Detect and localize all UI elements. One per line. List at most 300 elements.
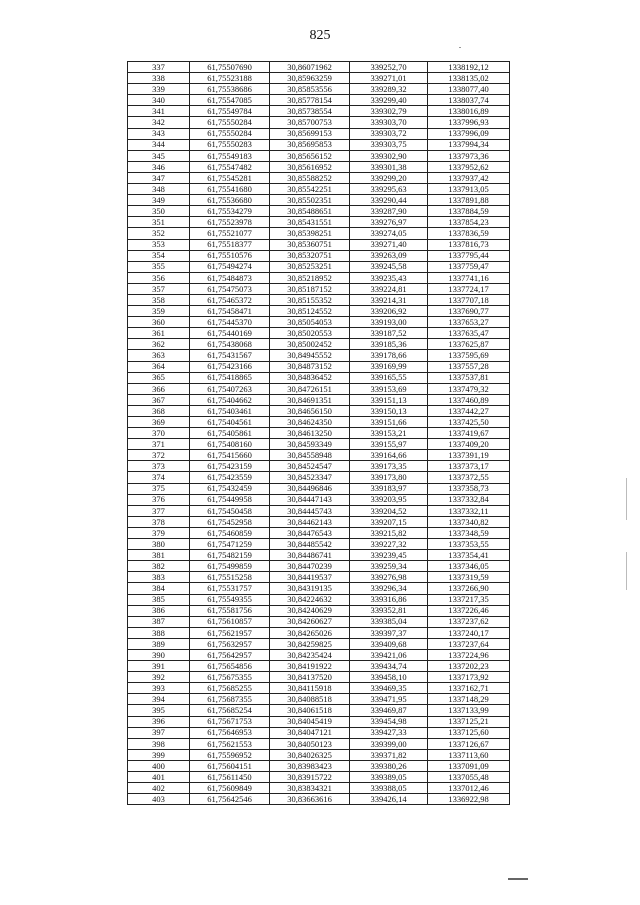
table-row (128, 84, 510, 95)
y-coordinate-cell: 1337126,67 (428, 738, 510, 749)
table-row (128, 649, 510, 660)
y-coordinate-cell: 1337891,88 (428, 195, 510, 206)
longitude-cell: 30,84558948 (270, 450, 350, 461)
longitude-cell: 30,84260627 (270, 616, 350, 627)
x-coordinate-cell: 339469,35 (350, 683, 428, 694)
point-number-cell: 384 (128, 583, 190, 594)
y-coordinate-cell: 1337173,92 (428, 672, 510, 683)
table-row (128, 206, 510, 217)
latitude-cell: 61,75507690 (190, 62, 270, 73)
x-coordinate-cell: 339454,98 (350, 716, 428, 727)
point-number-cell: 394 (128, 694, 190, 705)
latitude-cell: 61,75510576 (190, 250, 270, 261)
point-number-cell: 382 (128, 561, 190, 572)
x-coordinate-cell: 339245,58 (350, 261, 428, 272)
y-coordinate-cell: 1337994,34 (428, 139, 510, 150)
y-coordinate-cell: 1337125,60 (428, 727, 510, 738)
x-coordinate-cell: 339289,32 (350, 84, 428, 95)
table-row (128, 539, 510, 550)
y-coordinate-cell: 1337625,87 (428, 339, 510, 350)
point-number-cell: 378 (128, 516, 190, 527)
point-number-cell: 341 (128, 106, 190, 117)
latitude-cell: 61,75642957 (190, 649, 270, 660)
y-coordinate-cell: 1337012,46 (428, 783, 510, 794)
latitude-cell: 61,75450458 (190, 505, 270, 516)
y-coordinate-cell: 1337557,28 (428, 361, 510, 372)
latitude-cell: 61,75545281 (190, 172, 270, 183)
y-coordinate-cell: 1338016,89 (428, 106, 510, 117)
table-row (128, 638, 510, 649)
y-coordinate-cell: 1337854,23 (428, 217, 510, 228)
table-row (128, 705, 510, 716)
x-coordinate-cell: 339299,40 (350, 95, 428, 106)
point-number-cell: 400 (128, 760, 190, 771)
y-coordinate-cell: 1337358,73 (428, 483, 510, 494)
longitude-cell: 30,84476543 (270, 527, 350, 538)
table-row (128, 350, 510, 361)
point-number-cell: 348 (128, 184, 190, 195)
point-number-cell: 346 (128, 161, 190, 172)
point-number-cell: 381 (128, 550, 190, 561)
latitude-cell: 61,75549183 (190, 150, 270, 161)
x-coordinate-cell: 339352,81 (350, 605, 428, 616)
table-row (128, 317, 510, 328)
point-number-cell: 375 (128, 483, 190, 494)
point-number-cell: 358 (128, 294, 190, 305)
y-coordinate-cell: 1337319,59 (428, 572, 510, 583)
latitude-cell: 61,75431567 (190, 350, 270, 361)
latitude-cell: 61,75671753 (190, 716, 270, 727)
x-coordinate-cell: 339295,63 (350, 184, 428, 195)
table-row (128, 128, 510, 139)
latitude-cell: 61,75523978 (190, 217, 270, 228)
x-coordinate-cell: 339173,35 (350, 461, 428, 472)
y-coordinate-cell: 1337055,48 (428, 772, 510, 783)
latitude-cell: 61,75423166 (190, 361, 270, 372)
point-number-cell: 354 (128, 250, 190, 261)
point-number-cell: 376 (128, 494, 190, 505)
table-row (128, 250, 510, 261)
y-coordinate-cell: 1337113,60 (428, 749, 510, 760)
latitude-cell: 61,75471259 (190, 539, 270, 550)
y-coordinate-cell: 1337595,69 (428, 350, 510, 361)
point-number-cell: 393 (128, 683, 190, 694)
y-coordinate-cell: 1337148,29 (428, 694, 510, 705)
table-row (128, 95, 510, 106)
latitude-cell: 61,75518377 (190, 239, 270, 250)
point-number-cell: 374 (128, 472, 190, 483)
latitude-cell: 61,75610857 (190, 616, 270, 627)
longitude-cell: 30,85502351 (270, 195, 350, 206)
y-coordinate-cell: 1338037,74 (428, 95, 510, 106)
latitude-cell: 61,75642546 (190, 794, 270, 805)
longitude-cell: 30,84191922 (270, 661, 350, 672)
latitude-cell: 61,75550284 (190, 117, 270, 128)
latitude-cell: 61,75418865 (190, 372, 270, 383)
point-number-cell: 377 (128, 505, 190, 516)
longitude-cell: 30,84485542 (270, 539, 350, 550)
point-number-cell: 402 (128, 783, 190, 794)
table-row (128, 294, 510, 305)
longitude-cell: 30,84050123 (270, 738, 350, 749)
latitude-cell: 61,75531757 (190, 583, 270, 594)
x-coordinate-cell: 339397,37 (350, 627, 428, 638)
longitude-cell: 30,84026325 (270, 749, 350, 760)
table-row (128, 583, 510, 594)
y-coordinate-cell: 1337973,36 (428, 150, 510, 161)
longitude-cell: 30,84486741 (270, 550, 350, 561)
point-number-cell: 372 (128, 450, 190, 461)
x-coordinate-cell: 339173,80 (350, 472, 428, 483)
longitude-cell: 30,85700753 (270, 117, 350, 128)
point-number-cell: 403 (128, 794, 190, 805)
point-number-cell: 371 (128, 439, 190, 450)
latitude-cell: 61,75405861 (190, 428, 270, 439)
table-row (128, 783, 510, 794)
scan-margin-mark (626, 478, 627, 520)
y-coordinate-cell: 1337724,17 (428, 283, 510, 294)
x-coordinate-cell: 339155,97 (350, 439, 428, 450)
y-coordinate-cell: 1337237,64 (428, 638, 510, 649)
x-coordinate-cell: 339178,66 (350, 350, 428, 361)
latitude-cell: 61,75581756 (190, 605, 270, 616)
latitude-cell: 61,75687355 (190, 694, 270, 705)
point-number-cell: 360 (128, 317, 190, 328)
point-number-cell: 369 (128, 417, 190, 428)
x-coordinate-cell: 339299,20 (350, 172, 428, 183)
longitude-cell: 30,85124552 (270, 306, 350, 317)
table-row (128, 283, 510, 294)
table-row (128, 161, 510, 172)
point-number-cell: 343 (128, 128, 190, 139)
point-number-cell: 387 (128, 616, 190, 627)
latitude-cell: 61,75609849 (190, 783, 270, 794)
point-number-cell: 386 (128, 605, 190, 616)
x-coordinate-cell: 339426,14 (350, 794, 428, 805)
longitude-cell: 30,83663616 (270, 794, 350, 805)
y-coordinate-cell: 1337996,09 (428, 128, 510, 139)
latitude-cell: 61,75541680 (190, 184, 270, 195)
table-row (128, 616, 510, 627)
table-row (128, 306, 510, 317)
x-coordinate-cell: 339458,10 (350, 672, 428, 683)
longitude-cell: 30,83983423 (270, 760, 350, 771)
point-number-cell: 339 (128, 84, 190, 95)
latitude-cell: 61,75423159 (190, 461, 270, 472)
x-coordinate-cell: 339301,38 (350, 161, 428, 172)
latitude-cell: 61,75484873 (190, 272, 270, 283)
x-coordinate-cell: 339471,95 (350, 694, 428, 705)
table-row (128, 383, 510, 394)
longitude-cell: 30,85963259 (270, 73, 350, 84)
x-coordinate-cell: 339151,13 (350, 394, 428, 405)
longitude-cell: 30,84045419 (270, 716, 350, 727)
y-coordinate-cell: 1337340,82 (428, 516, 510, 527)
y-coordinate-cell: 1337937,42 (428, 172, 510, 183)
point-number-cell: 383 (128, 572, 190, 583)
longitude-cell: 30,85699153 (270, 128, 350, 139)
table-row (128, 461, 510, 472)
table-row (128, 195, 510, 206)
latitude-cell: 61,75538686 (190, 84, 270, 95)
point-number-cell: 401 (128, 772, 190, 783)
x-coordinate-cell: 339153,69 (350, 383, 428, 394)
x-coordinate-cell: 339434,74 (350, 661, 428, 672)
point-number-cell: 398 (128, 738, 190, 749)
y-coordinate-cell: 1337353,55 (428, 539, 510, 550)
latitude-cell: 61,75550284 (190, 128, 270, 139)
x-coordinate-cell: 339259,34 (350, 561, 428, 572)
y-coordinate-cell: 1338135,02 (428, 73, 510, 84)
y-coordinate-cell: 1337348,59 (428, 527, 510, 538)
x-coordinate-cell: 339187,52 (350, 328, 428, 339)
table-row (128, 749, 510, 760)
point-number-cell: 344 (128, 139, 190, 150)
x-coordinate-cell: 339287,90 (350, 206, 428, 217)
x-coordinate-cell: 339385,04 (350, 616, 428, 627)
table-row (128, 594, 510, 605)
x-coordinate-cell: 339399,00 (350, 738, 428, 749)
scan-margin-mark (626, 552, 627, 590)
longitude-cell: 30,85002452 (270, 339, 350, 350)
table-row (128, 561, 510, 572)
latitude-cell: 61,75550283 (190, 139, 270, 150)
longitude-cell: 30,84656150 (270, 405, 350, 416)
x-coordinate-cell: 339271,01 (350, 73, 428, 84)
x-coordinate-cell: 339150,13 (350, 405, 428, 416)
table-row (128, 172, 510, 183)
table-row (128, 450, 510, 461)
table-row (128, 494, 510, 505)
point-number-cell: 363 (128, 350, 190, 361)
latitude-cell: 61,75621553 (190, 738, 270, 749)
latitude-cell: 61,75403461 (190, 405, 270, 416)
point-number-cell: 364 (128, 361, 190, 372)
latitude-cell: 61,75547085 (190, 95, 270, 106)
point-number-cell: 350 (128, 206, 190, 217)
point-number-cell: 361 (128, 328, 190, 339)
longitude-cell: 30,84137520 (270, 672, 350, 683)
table-row (128, 760, 510, 771)
table-row (128, 772, 510, 783)
x-coordinate-cell: 339371,82 (350, 749, 428, 760)
table-row (128, 62, 510, 73)
point-number-cell: 365 (128, 372, 190, 383)
longitude-cell: 30,84259825 (270, 638, 350, 649)
x-coordinate-cell: 339427,33 (350, 727, 428, 738)
longitude-cell: 30,84265026 (270, 627, 350, 638)
point-number-cell: 390 (128, 649, 190, 660)
x-coordinate-cell: 339290,44 (350, 195, 428, 206)
longitude-cell: 30,84836452 (270, 372, 350, 383)
x-coordinate-cell: 339224,81 (350, 283, 428, 294)
x-coordinate-cell: 339388,05 (350, 783, 428, 794)
latitude-cell: 61,75521077 (190, 228, 270, 239)
table-row (128, 228, 510, 239)
y-coordinate-cell: 1337162,71 (428, 683, 510, 694)
longitude-cell: 30,85054053 (270, 317, 350, 328)
point-number-cell: 338 (128, 73, 190, 84)
y-coordinate-cell: 1337346,05 (428, 561, 510, 572)
table-row (128, 716, 510, 727)
x-coordinate-cell: 339153,21 (350, 428, 428, 439)
point-number-cell: 396 (128, 716, 190, 727)
y-coordinate-cell: 1337884,59 (428, 206, 510, 217)
longitude-cell: 30,85738554 (270, 106, 350, 117)
point-number-cell: 391 (128, 661, 190, 672)
y-coordinate-cell: 1337759,47 (428, 261, 510, 272)
table-row (128, 272, 510, 283)
latitude-cell: 61,75675355 (190, 672, 270, 683)
longitude-cell: 30,83915722 (270, 772, 350, 783)
table-row (128, 527, 510, 538)
longitude-cell: 30,85431551 (270, 217, 350, 228)
longitude-cell: 30,84524547 (270, 461, 350, 472)
x-coordinate-cell: 339183,97 (350, 483, 428, 494)
table-row (128, 117, 510, 128)
y-coordinate-cell: 1337217,35 (428, 594, 510, 605)
table-row (128, 627, 510, 638)
table-row (128, 661, 510, 672)
point-number-cell: 388 (128, 627, 190, 638)
latitude-cell: 61,75549355 (190, 594, 270, 605)
y-coordinate-cell: 1337391,19 (428, 450, 510, 461)
longitude-cell: 30,84419537 (270, 572, 350, 583)
longitude-cell: 30,85398251 (270, 228, 350, 239)
y-coordinate-cell: 1337409,20 (428, 439, 510, 450)
coordinates-table-body (128, 62, 510, 805)
y-coordinate-cell: 1336922,98 (428, 794, 510, 805)
x-coordinate-cell: 339263,09 (350, 250, 428, 261)
longitude-cell: 30,84115918 (270, 683, 350, 694)
y-coordinate-cell: 1337952,62 (428, 161, 510, 172)
x-coordinate-cell: 339185,36 (350, 339, 428, 350)
x-coordinate-cell: 339169,99 (350, 361, 428, 372)
point-number-cell: 380 (128, 539, 190, 550)
table-row (128, 738, 510, 749)
table-row (128, 405, 510, 416)
table-row (128, 683, 510, 694)
table-row (128, 217, 510, 228)
table-row (128, 73, 510, 84)
longitude-cell: 30,85778154 (270, 95, 350, 106)
latitude-cell: 61,75415660 (190, 450, 270, 461)
x-coordinate-cell: 339302,90 (350, 150, 428, 161)
latitude-cell: 61,75408160 (190, 439, 270, 450)
x-coordinate-cell: 339271,40 (350, 239, 428, 250)
x-coordinate-cell: 339276,98 (350, 572, 428, 583)
longitude-cell: 30,84726151 (270, 383, 350, 394)
x-coordinate-cell: 339274,05 (350, 228, 428, 239)
latitude-cell: 61,75449958 (190, 494, 270, 505)
latitude-cell: 61,75407263 (190, 383, 270, 394)
longitude-cell: 30,84240629 (270, 605, 350, 616)
point-number-cell: 367 (128, 394, 190, 405)
longitude-cell: 30,84945552 (270, 350, 350, 361)
point-number-cell: 399 (128, 749, 190, 760)
table-row (128, 428, 510, 439)
longitude-cell: 30,84613250 (270, 428, 350, 439)
longitude-cell: 30,84624350 (270, 417, 350, 428)
longitude-cell: 30,86071962 (270, 62, 350, 73)
x-coordinate-cell: 339389,05 (350, 772, 428, 783)
x-coordinate-cell: 339215,82 (350, 527, 428, 538)
latitude-cell: 61,75523188 (190, 73, 270, 84)
x-coordinate-cell: 339409,68 (350, 638, 428, 649)
y-coordinate-cell: 1337460,89 (428, 394, 510, 405)
latitude-cell: 61,75515258 (190, 572, 270, 583)
table-row (128, 605, 510, 616)
scan-dot-mark (459, 47, 461, 48)
y-coordinate-cell: 1337479,32 (428, 383, 510, 394)
latitude-cell: 61,75460859 (190, 527, 270, 538)
point-number-cell: 356 (128, 272, 190, 283)
x-coordinate-cell: 339207,15 (350, 516, 428, 527)
x-coordinate-cell: 339302,79 (350, 106, 428, 117)
longitude-cell: 30,84873152 (270, 361, 350, 372)
latitude-cell: 61,75499859 (190, 561, 270, 572)
latitude-cell: 61,75621957 (190, 627, 270, 638)
latitude-cell: 61,75482159 (190, 550, 270, 561)
point-number-cell: 397 (128, 727, 190, 738)
x-coordinate-cell: 339239,45 (350, 550, 428, 561)
y-coordinate-cell: 1337425,50 (428, 417, 510, 428)
x-coordinate-cell: 339252,70 (350, 62, 428, 73)
y-coordinate-cell: 1337125,21 (428, 716, 510, 727)
x-coordinate-cell: 339214,31 (350, 294, 428, 305)
latitude-cell: 61,75440169 (190, 328, 270, 339)
y-coordinate-cell: 1337266,90 (428, 583, 510, 594)
longitude-cell: 30,85616952 (270, 161, 350, 172)
y-coordinate-cell: 1337240,17 (428, 627, 510, 638)
y-coordinate-cell: 1337635,47 (428, 328, 510, 339)
y-coordinate-cell: 1337372,55 (428, 472, 510, 483)
y-coordinate-cell: 1337373,17 (428, 461, 510, 472)
longitude-cell: 30,85320751 (270, 250, 350, 261)
latitude-cell: 61,75438068 (190, 339, 270, 350)
point-number-cell: 357 (128, 283, 190, 294)
x-coordinate-cell: 339204,52 (350, 505, 428, 516)
point-number-cell: 366 (128, 383, 190, 394)
point-number-cell: 359 (128, 306, 190, 317)
longitude-cell: 30,84319135 (270, 583, 350, 594)
longitude-cell: 30,85020553 (270, 328, 350, 339)
longitude-cell: 30,84470239 (270, 561, 350, 572)
table-row (128, 261, 510, 272)
table-row (128, 106, 510, 117)
y-coordinate-cell: 1338192,12 (428, 62, 510, 73)
x-coordinate-cell: 339193,00 (350, 317, 428, 328)
longitude-cell: 30,85253251 (270, 261, 350, 272)
point-number-cell: 379 (128, 527, 190, 538)
latitude-cell: 61,75646953 (190, 727, 270, 738)
x-coordinate-cell: 339303,70 (350, 117, 428, 128)
longitude-cell: 30,85155352 (270, 294, 350, 305)
y-coordinate-cell: 1338077,40 (428, 84, 510, 95)
longitude-cell: 30,84447143 (270, 494, 350, 505)
point-number-cell: 392 (128, 672, 190, 683)
y-coordinate-cell: 1337133,99 (428, 705, 510, 716)
longitude-cell: 30,84061518 (270, 705, 350, 716)
table-row (128, 483, 510, 494)
longitude-cell: 30,85542251 (270, 184, 350, 195)
table-row (128, 572, 510, 583)
latitude-cell: 61,75534279 (190, 206, 270, 217)
table-row (128, 727, 510, 738)
latitude-cell: 61,75475073 (190, 283, 270, 294)
latitude-cell: 61,75494274 (190, 261, 270, 272)
point-number-cell: 352 (128, 228, 190, 239)
